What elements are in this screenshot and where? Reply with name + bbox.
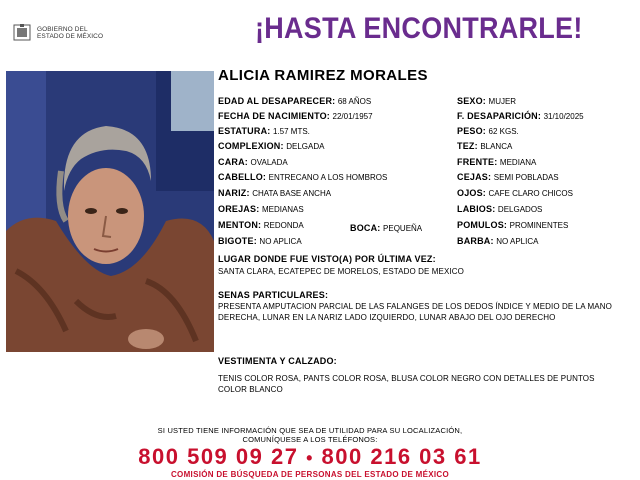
label-labios: LABIOS: [457, 204, 496, 214]
value-orejas: MEDIANAS [261, 205, 304, 214]
value-estatura: 1.57 MTS. [272, 127, 310, 136]
value-menton: REDONDA [263, 221, 304, 230]
value-peso: 62 KGS. [488, 127, 519, 136]
label-fecha-nacimiento: FECHA DE NACIMIENTO: [218, 111, 330, 121]
value-ojos: CAFE CLARO CHICOS [488, 189, 573, 198]
label-menton: MENTON: [218, 220, 262, 230]
logo-line-1: GOBIERNO DEL [37, 26, 88, 33]
vestimenta-text: TENIS COLOR ROSA, PANTS COLOR ROSA, BLUSA COLOR NEGRO CON DETALLES DE PUNTOS COLOR BLANCO [218, 374, 595, 394]
label-cara: CARA: [218, 157, 248, 167]
label-frente: FRENTE: [457, 157, 498, 167]
government-logo [12, 22, 122, 44]
label-bigote: BIGOTE: [218, 236, 257, 246]
phone-2: 800 216 03 61 [321, 444, 482, 469]
field-frente [457, 157, 536, 168]
field-bigote [218, 236, 302, 247]
value-pomulos: PROMINENTES [509, 221, 569, 230]
label-ojos: OJOS: [457, 188, 487, 198]
value-bigote: NO APLICA [259, 237, 302, 246]
label-sexo: SEXO: [457, 96, 487, 106]
label-barba: BARBA: [457, 236, 494, 246]
label-orejas: OREJAS: [218, 204, 260, 214]
value-boca: PEQUEÑA [383, 224, 423, 233]
phone-1: 800 509 09 27 [138, 444, 299, 469]
field-tez [457, 141, 512, 152]
state-seal-icon [12, 22, 32, 42]
contact-info-line-2: COMUNÍQUESE A LOS TELÉFONOS: [242, 435, 378, 444]
label-fecha-desaparicion: F. DESAPARICIÓN: [457, 111, 542, 121]
label-cejas: CEJAS: [457, 172, 492, 182]
field-cabello [218, 172, 387, 183]
label-edad: EDAD AL DESAPARECER: [218, 96, 336, 106]
contact-info-line-1: SI USTED TIENE INFORMACIÓN QUE SEA DE UTILIDAD PARA SU LOCALIZACIÓN, [157, 426, 463, 435]
field-cara [218, 157, 288, 168]
value-frente: MEDIANA [499, 158, 537, 167]
field-sexo [457, 96, 516, 107]
label-peso: PESO: [457, 126, 487, 136]
phone-numbers [0, 444, 620, 470]
field-menton [218, 220, 304, 231]
value-tez: BLANCA [480, 142, 513, 151]
label-nariz: NARIZ: [218, 188, 250, 198]
value-cejas: SEMI POBLADAS [493, 173, 559, 182]
person-name: ALICIA RAMIREZ MORALES [218, 67, 428, 84]
portrait-image [6, 71, 214, 352]
senas-heading: SENAS PARTICULARES: [218, 290, 329, 300]
label-estatura: ESTATURA: [218, 126, 271, 136]
field-barba [457, 236, 538, 247]
value-sexo: MUJER [488, 97, 517, 106]
field-fecha-desaparicion [457, 111, 584, 122]
value-cara: OVALADA [250, 158, 288, 167]
value-fecha-nacimiento: 22/01/1957 [332, 112, 373, 121]
label-boca: BOCA: [350, 223, 381, 233]
footer-agency: COMISIÓN DE BÚSQUEDA DE PERSONAS DEL ESTADO DE MÉXICO [170, 470, 449, 479]
senas-text: PRESENTA AMPUTACION PARCIAL DE LAS FALANGES DE LOS DEDOS ÍNDICE Y MEDIO DE LA MANO DERECHA, LUNAR EN LA NARIZ LADO IZQUIERDO, LUNAR ABAJO DEL OJO DERECHO [218, 302, 612, 322]
field-edad [218, 96, 371, 107]
field-boca [350, 223, 422, 234]
field-cejas [457, 172, 559, 183]
value-complexion: DELGADA [286, 142, 325, 151]
logo-line-2: ESTADO DE MÉXICO [37, 33, 104, 40]
lugar-text: SANTA CLARA, ECATEPEC DE MORELOS, ESTADO DE MEXICO [218, 267, 464, 276]
value-edad: 68 AÑOS [337, 97, 372, 106]
vestimenta-heading: VESTIMENTA Y CALZADO: [218, 356, 337, 366]
field-orejas [218, 204, 304, 215]
value-barba: NO APLICA [496, 237, 539, 246]
label-tez: TEZ: [457, 141, 478, 151]
lugar-heading: LUGAR DONDE FUE VISTO(A) POR ÚLTIMA VEZ: [218, 254, 436, 264]
missing-person-photo [6, 71, 214, 352]
label-cabello: CABELLO: [218, 172, 267, 182]
field-ojos [457, 188, 573, 199]
contact-info [0, 426, 620, 444]
phone-separator: • [306, 448, 314, 468]
value-labios: DELGADOS [497, 205, 543, 214]
field-nariz [218, 188, 331, 199]
field-fecha-nacimiento [218, 111, 373, 122]
field-peso [457, 126, 519, 137]
label-complexion: COMPLEXION: [218, 141, 284, 151]
label-pomulos: POMULOS: [457, 220, 508, 230]
headline: ¡HASTA ENCONTRARLE! [255, 12, 583, 45]
value-fecha-desaparicion: 31/10/2025 [543, 112, 584, 121]
field-complexion [218, 141, 324, 152]
value-nariz: CHATA BASE ANCHA [252, 189, 332, 198]
field-labios [457, 204, 542, 215]
field-estatura [218, 126, 310, 137]
value-cabello: ENTRECANO A LOS HOMBROS [268, 173, 388, 182]
field-pomulos [457, 220, 568, 231]
